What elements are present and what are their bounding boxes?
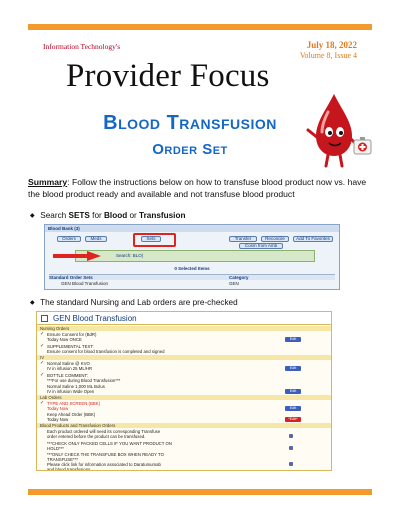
diamond-bullet-icon: ◆ — [30, 300, 35, 306]
order-set-checkbox[interactable] — [41, 315, 48, 322]
transfer-button[interactable]: Transfer — [229, 236, 257, 242]
bottom-orange-rule — [28, 489, 372, 495]
order-line: and blood transfusions — [47, 467, 91, 471]
order-line: Normal Saline 1,000 ML Bolus — [47, 384, 105, 389]
info-icon[interactable] — [289, 462, 293, 466]
check-icon: ✓ — [40, 331, 45, 337]
order-line: HOLD*** — [47, 446, 64, 451]
top-orange-rule — [28, 24, 372, 30]
order-line: IV in infusion Wide Open — [47, 389, 95, 394]
order-set-title: GEN Blood Transfusion — [53, 314, 137, 323]
step-1-or: or — [127, 211, 140, 220]
check-icon: ✓ — [40, 343, 45, 349]
summary-label: Summary — [28, 177, 68, 187]
step-1-text: Search — [40, 211, 69, 220]
order-line: Today Now ONCE — [47, 337, 82, 342]
info-icon[interactable] — [289, 434, 293, 438]
newsletter-masthead: Provider Focus — [66, 58, 270, 94]
order-line: Today Now — [47, 406, 69, 411]
check-icon: ✓ — [40, 372, 45, 378]
selected-count: 0 Selected Items — [174, 266, 210, 271]
order-set-title-bar — [37, 312, 331, 325]
section-iv: IV — [37, 355, 331, 360]
search-field[interactable] — [75, 250, 315, 262]
section-lab-orders: Lab Orders — [37, 395, 331, 400]
reconcile-button[interactable]: Reconcile — [261, 236, 289, 242]
step-2-text: The standard Nursing and Lab orders are pre-checked — [40, 298, 238, 307]
result-category: GEN — [229, 281, 239, 286]
order-line: Ensure Consent for (BdR) — [47, 332, 97, 337]
article-title: Blood Transfusion — [103, 112, 277, 134]
results-header — [49, 274, 335, 280]
order-line: BOTTLE COMMENT: — [47, 373, 88, 378]
check-icon: ✓ — [40, 400, 45, 406]
organization-name: Information Technology's — [43, 42, 121, 51]
issue-date: July 18, 2022 — [306, 40, 357, 50]
screenshot-titlebar: Blood Bank (3) — [45, 225, 339, 232]
order-line: order entered before the product can be transfused. — [47, 434, 146, 439]
check-icon: ✓ — [40, 360, 45, 366]
order-set-screenshot — [36, 311, 332, 471]
article-subtitle: Order Set — [152, 141, 228, 158]
order-line: Keep Ahead Order (BBK) — [47, 412, 96, 417]
order-line: ***For use during Blood Transfusion*** — [47, 378, 121, 383]
order-line: Normal Saline @ KVO — [47, 361, 90, 366]
section-blood-products: Blood Products and Transfusion Orders — [37, 423, 331, 428]
blood-bank-search-screenshot — [44, 224, 340, 290]
edit-button[interactable]: Edit — [285, 389, 301, 394]
order-line: Please click link for information associated to Daratumumab — [47, 462, 161, 467]
result-set-name: GEN Blood Transfusion — [61, 281, 109, 286]
col-standard-order-sets: Standard Order Sets — [49, 275, 93, 280]
step-1-blood: Blood — [104, 211, 128, 220]
sets-button[interactable]: Sets — [141, 236, 161, 242]
cosm-amb-button[interactable]: Cosm from Amb — [239, 243, 283, 249]
summary-paragraph — [28, 176, 374, 200]
meds-button[interactable]: Meds — [85, 236, 107, 242]
order-line: ***CHECK ONLY PACKED CELLS IF YOU WANT PRODUCT ON — [47, 441, 172, 446]
add-favorites-button[interactable]: Add To Favorites — [293, 236, 333, 242]
order-line: Each product ordered will need its corresponding Transfuse — [47, 429, 161, 434]
step-1-for: for — [89, 211, 104, 220]
edit-required-button[interactable]: *Edit* — [285, 417, 301, 422]
red-arrow-icon — [53, 251, 101, 261]
blood-drop-mascot-icon — [304, 88, 374, 168]
edit-button[interactable]: Edit — [285, 337, 301, 342]
col-category: Category — [229, 275, 249, 280]
step-2 — [30, 298, 238, 307]
order-line: ***ONLY CHECK THE TRANSFUSE BOX WHEN READY TO — [47, 452, 164, 457]
info-icon[interactable] — [289, 446, 293, 450]
step-1 — [30, 211, 185, 220]
edit-button[interactable]: Edit — [285, 406, 301, 411]
order-line: SUPPLEMENTAL TEXT: — [47, 344, 94, 349]
screenshot-toolbar — [49, 234, 335, 246]
edit-button[interactable]: Edit — [285, 366, 301, 371]
search-value: BLO| — [132, 253, 143, 258]
order-line: TYPE AND SCREEN (BBK) — [47, 401, 101, 406]
orders-button[interactable]: Orders — [57, 236, 81, 242]
search-label: Search: — [116, 253, 132, 258]
diamond-bullet-icon: ◆ — [30, 213, 35, 219]
section-nursing-orders: Nursing Orders — [37, 326, 331, 331]
order-line: Ensure consent for blood transfusion is completed and signed — [47, 349, 165, 354]
summary-text: : Follow the instructions below on how to transfuse blood product now vs. have the blood product ready and available and not transfuse blood product — [28, 177, 367, 199]
order-line: Today Now — [47, 417, 69, 422]
sets-highlight-box — [133, 233, 176, 247]
order-line: IV in infusion 25 ML/HR — [47, 366, 93, 371]
result-row[interactable] — [49, 281, 335, 287]
issue-number: Volume 8, Issue 4 — [299, 51, 357, 60]
order-line: TRANSFUSE*** — [47, 457, 79, 462]
step-1-transfusion: Transfusion — [139, 211, 186, 220]
step-1-sets: SETS — [68, 211, 90, 220]
